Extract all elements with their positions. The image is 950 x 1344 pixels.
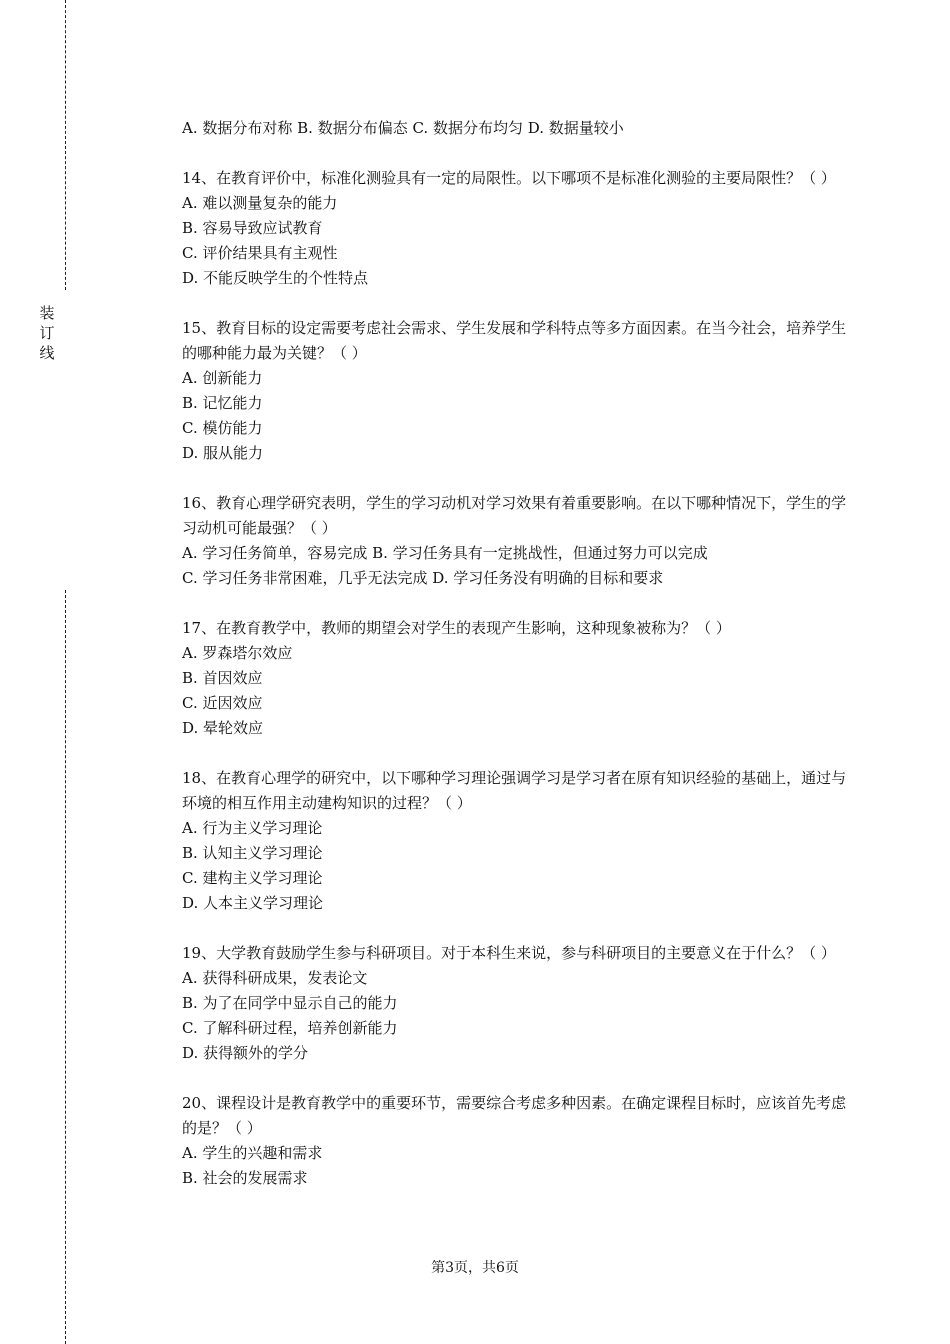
question-15 — [182, 316, 852, 466]
option: B. 首因效应 — [182, 669, 263, 687]
binding-char: 装 — [39, 304, 55, 322]
question-16 — [182, 491, 852, 591]
option: A. 获得科研成果，发表论文 — [182, 969, 368, 987]
question-stem: 14、在教育评价中，标准化测验具有一定的局限性。以下哪项不是标准化测验的主要局限性？（ ） — [182, 169, 836, 187]
option: A. 学生的兴趣和需求 — [182, 1144, 323, 1162]
option: A. 学习任务简单，容易完成 B. 学习任务具有一定挑战性，但通过努力可以完成 — [182, 544, 708, 562]
question-stem: 19、大学教育鼓励学生参与科研项目。对于本科生来说，参与科研项目的主要意义在于什么？（ ） — [182, 944, 836, 962]
option: B. 认知主义学习理论 — [182, 844, 323, 862]
option: B. 容易导致应试教育 — [182, 219, 323, 237]
option: B. 社会的发展需求 — [182, 1169, 308, 1187]
option: C. 了解科研过程，培养创新能力 — [182, 1019, 398, 1037]
question-18 — [182, 766, 852, 916]
question-20 — [182, 1091, 852, 1191]
question-19 — [182, 941, 852, 1066]
binding-char: 订 — [39, 324, 55, 342]
option: A. 罗森塔尔效应 — [182, 644, 293, 662]
option: A. 行为主义学习理论 — [182, 819, 323, 837]
option: B. 为了在同学中显示自己的能力 — [182, 994, 398, 1012]
option: C. 评价结果具有主观性 — [182, 244, 338, 262]
option: B. 记忆能力 — [182, 394, 263, 412]
q13-options: A. 数据分布对称 B. 数据分布偏态 C. 数据分布均匀 D. 数据量较小 — [182, 119, 624, 137]
option: A. 创新能力 — [182, 369, 263, 387]
question-17 — [182, 616, 852, 741]
question-stem: 17、在教育教学中，教师的期望会对学生的表现产生影响，这种现象被称为？（ ） — [182, 619, 731, 637]
binding-line-label — [37, 303, 57, 363]
question-stem: 18、在教育心理学的研究中，以下哪种学习理论强调学习是学习者在原有知识经验的基础上，通过与环境的相互作用主动建构知识的过程？（ ） — [182, 769, 847, 812]
option: D. 获得额外的学分 — [182, 1044, 309, 1062]
option: D. 晕轮效应 — [182, 719, 264, 737]
page-number-footer: 第3页，共6页 — [431, 1260, 519, 1276]
question-stem: 15、教育目标的设定需要考虑社会需求、学生发展和学科特点等多方面因素。在当今社会，培养学生的哪种能力最为关键？（ ） — [182, 319, 847, 362]
binding-dashed-line-top — [65, 0, 66, 290]
option: C. 建构主义学习理论 — [182, 869, 323, 887]
question-stem: 16、教育心理学研究表明，学生的学习动机对学习效果有着重要影响。在以下哪种情况下，学生的学习动机可能最强？（ ） — [182, 494, 847, 537]
option: C. 学习任务非常困难，几乎无法完成 D. 学习任务没有明确的目标和要求 — [182, 569, 664, 587]
question-14 — [182, 166, 852, 291]
exam-content — [182, 116, 852, 1191]
option: C. 模仿能力 — [182, 419, 263, 437]
option: C. 近因效应 — [182, 694, 263, 712]
option: D. 人本主义学习理论 — [182, 894, 324, 912]
question-stem: 20、课程设计是教育教学中的重要环节，需要综合考虑多种因素。在确定课程目标时，应该首先考虑的是？（ ） — [182, 1094, 847, 1137]
option: A. 难以测量复杂的能力 — [182, 194, 338, 212]
binding-dashed-line-bottom — [65, 590, 66, 1344]
binding-char: 线 — [39, 344, 55, 362]
option: D. 不能反映学生的个性特点 — [182, 269, 369, 287]
option: D. 服从能力 — [182, 444, 264, 462]
